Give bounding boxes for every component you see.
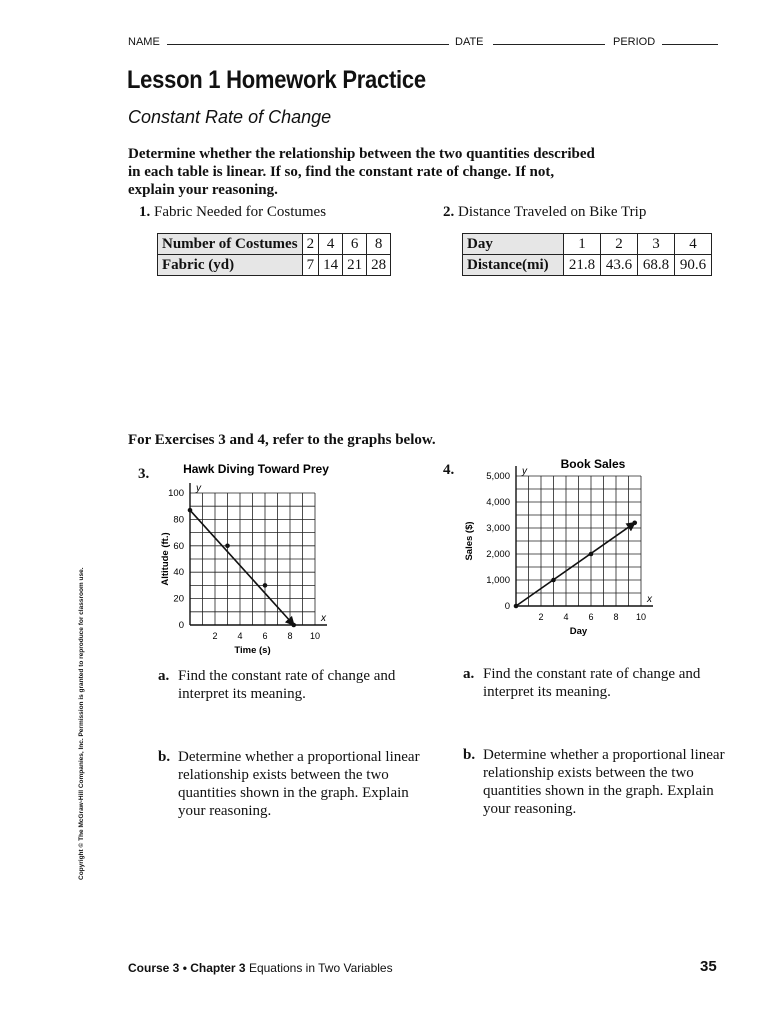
page-subtitle: Constant Rate of Change bbox=[128, 107, 332, 127]
y-tick-label: 0 bbox=[504, 601, 510, 612]
period-blank[interactable] bbox=[662, 34, 718, 45]
data-point bbox=[632, 521, 637, 526]
y-axis-label: Altitude (ft.) bbox=[160, 532, 171, 586]
date-label: DATE bbox=[455, 36, 484, 48]
x-tick-label: 10 bbox=[635, 612, 647, 622]
page-number: 35 bbox=[700, 958, 717, 975]
hawk-chart bbox=[150, 455, 350, 660]
exercise-4b bbox=[463, 746, 733, 818]
exercise-4b-label: b. bbox=[463, 747, 476, 763]
table-cell: 68.8 bbox=[638, 255, 675, 276]
y-tick-label: 1,000 bbox=[486, 575, 510, 586]
table-cell: 28 bbox=[367, 255, 391, 276]
footer-course bbox=[128, 961, 393, 975]
exercise-3a-text: Find the constant rate of change and interpret its meaning. bbox=[178, 668, 396, 702]
table-cell: 8 bbox=[367, 234, 391, 255]
table-row bbox=[463, 234, 712, 255]
x-axis-variable: x bbox=[321, 613, 326, 624]
table-cell: 2 bbox=[601, 234, 638, 255]
table-cell: 4 bbox=[319, 234, 343, 255]
chart-title: Book Sales bbox=[560, 457, 626, 471]
table-cell: 21 bbox=[343, 255, 367, 276]
exercise-1-heading bbox=[139, 203, 326, 221]
y-tick-label: 100 bbox=[168, 488, 184, 499]
table-cell: 14 bbox=[319, 255, 343, 276]
table-cell: 3 bbox=[638, 234, 675, 255]
exercise-4a-text: Find the constant rate of change and interpret its meaning. bbox=[483, 666, 701, 700]
graphs-intro: For Exercises 3 and 4, refer to the graphs below. bbox=[128, 432, 436, 448]
exercise-3b bbox=[158, 748, 428, 820]
instructions: Determine whether the relationship between the two quantities described in each table is linear. If so, find the constant rate of change. If not, explain your reasoning. bbox=[128, 146, 595, 198]
table-cell: 1 bbox=[564, 234, 601, 255]
x-tick-label: 2 bbox=[212, 631, 218, 641]
exercise-3a bbox=[158, 667, 428, 703]
x-tick-label: 4 bbox=[563, 612, 569, 622]
exercise-3b-text: Determine whether a proportional linear relationship exists between the two quantities shown in the graph. Explain your reasoning. bbox=[178, 749, 420, 819]
y-tick-label: 80 bbox=[173, 514, 184, 526]
table-cell: 43.6 bbox=[601, 255, 638, 276]
exercise-3b-label: b. bbox=[158, 749, 171, 765]
y-tick-label: 4,000 bbox=[486, 497, 510, 508]
name-blank[interactable] bbox=[167, 34, 449, 45]
footer-topic: Equations in Two Variables bbox=[248, 961, 393, 975]
table-header: Distance(mi) bbox=[463, 255, 564, 276]
table-cell: 2 bbox=[302, 234, 319, 255]
table-row bbox=[463, 255, 712, 276]
exercise-4b-text: Determine whether a proportional linear relationship exists between the two quantities shown in the graph. Explain your reasoning. bbox=[483, 747, 725, 817]
data-point bbox=[263, 583, 268, 588]
chart-title: Hawk Diving Toward Prey bbox=[183, 462, 329, 476]
exercise-2-heading bbox=[443, 203, 646, 221]
data-point bbox=[291, 623, 296, 628]
date-blank[interactable] bbox=[493, 34, 605, 45]
table-row bbox=[158, 234, 391, 255]
y-axis-label: Sales ($) bbox=[464, 521, 475, 561]
series-line bbox=[190, 510, 294, 625]
footer-chapter: Chapter 3 bbox=[190, 961, 246, 975]
y-tick-label: 3,000 bbox=[486, 523, 510, 534]
x-tick-label: 8 bbox=[287, 631, 293, 641]
table-header: Fabric (yd) bbox=[158, 255, 303, 276]
exercise-3a-label: a. bbox=[158, 668, 170, 684]
x-tick-label: 10 bbox=[309, 631, 321, 641]
period-label: PERIOD bbox=[613, 36, 656, 48]
footer-course-label: Course 3 bbox=[128, 961, 180, 975]
table-header: Day bbox=[463, 234, 564, 255]
exercise-4a bbox=[463, 665, 733, 701]
table-cell: 90.6 bbox=[675, 255, 712, 276]
x-tick-label: 4 bbox=[237, 631, 243, 641]
x-tick-label: 2 bbox=[538, 612, 544, 622]
table-cell: 7 bbox=[302, 255, 319, 276]
y-axis-variable: y bbox=[196, 483, 201, 494]
x-axis-variable: x bbox=[647, 594, 652, 605]
exercise-1-title: Fabric Needed for Costumes bbox=[154, 204, 327, 220]
data-point bbox=[589, 552, 594, 557]
data-point bbox=[514, 604, 519, 609]
series-line bbox=[516, 523, 635, 606]
y-tick-label: 2,000 bbox=[486, 549, 510, 560]
name-label: NAME bbox=[128, 36, 160, 48]
exercise-4a-label: a. bbox=[463, 666, 475, 682]
table-row bbox=[158, 255, 391, 276]
date-field bbox=[455, 34, 605, 48]
x-tick-label: 8 bbox=[613, 612, 619, 622]
y-tick-label: 0 bbox=[178, 620, 184, 631]
copyright-notice: Copyright © The McGraw-Hill Companies, Inc. Permission is granted to reproduce for classroom use. bbox=[78, 567, 85, 880]
footer-bullet: • bbox=[182, 961, 187, 975]
exercise-1-number: 1. bbox=[139, 204, 151, 220]
fabric-table bbox=[157, 233, 391, 276]
table-cell: 6 bbox=[343, 234, 367, 255]
period-field bbox=[613, 34, 718, 48]
x-tick-label: 6 bbox=[588, 612, 594, 622]
exercise-3-number: 3. bbox=[138, 466, 150, 482]
table-header: Number of Costumes bbox=[158, 234, 303, 255]
distance-table bbox=[462, 233, 712, 276]
page-title: Lesson 1 Homework Practice bbox=[127, 66, 426, 94]
x-axis-label: Time (s) bbox=[234, 645, 271, 656]
table-cell: 4 bbox=[675, 234, 712, 255]
data-point bbox=[188, 508, 193, 513]
table-cell: 21.8 bbox=[564, 255, 601, 276]
y-axis-variable: y bbox=[522, 466, 527, 477]
x-tick-label: 6 bbox=[262, 631, 268, 641]
name-field bbox=[128, 34, 449, 48]
data-point bbox=[551, 578, 556, 583]
exercise-2-number: 2. bbox=[443, 204, 455, 220]
y-tick-label: 20 bbox=[173, 593, 184, 605]
exercise-4-number: 4. bbox=[443, 462, 455, 478]
data-point bbox=[225, 544, 230, 549]
exercise-2-title: Distance Traveled on Bike Trip bbox=[458, 204, 647, 220]
y-tick-label: 5,000 bbox=[486, 471, 510, 482]
x-axis-label: Day bbox=[569, 626, 588, 637]
y-tick-label: 40 bbox=[173, 567, 184, 579]
book-sales-chart bbox=[455, 452, 660, 640]
y-tick-label: 60 bbox=[173, 540, 184, 552]
